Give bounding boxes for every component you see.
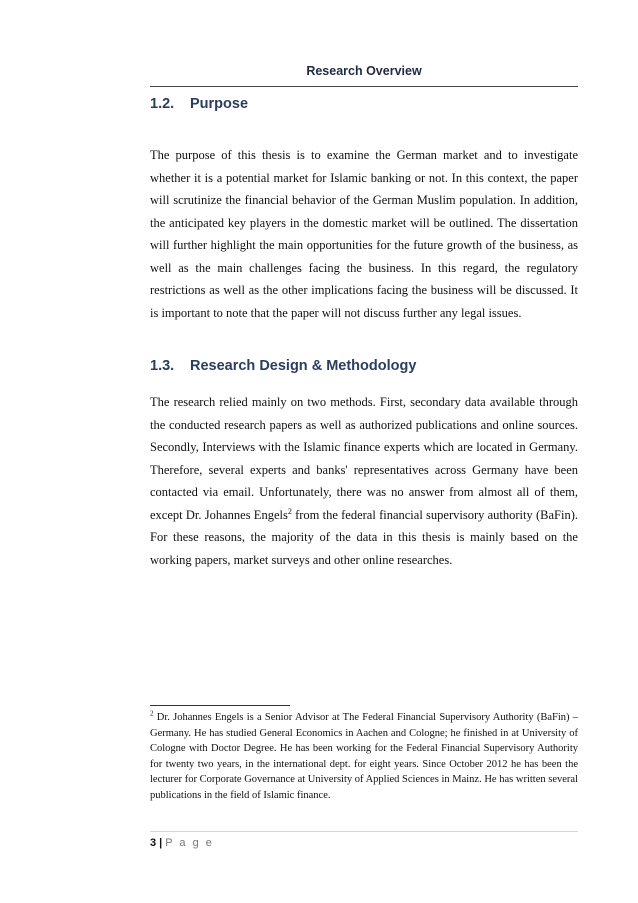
section-title: Research Design & Methodology: [190, 358, 417, 374]
footer-rule: [150, 831, 578, 832]
footnote-marker: 2: [150, 709, 154, 718]
footnote-text: Dr. Johannes Engels is a Senior Advisor at The Federal Financial Supervisory Authority (BaFin) – Germany. He has studied General Economics in Aachen and Cologne; he finished in at University of Cologne with Doctor Degree. He has been working for the Federal Financial Supervisory Authority for twenty two years, in the international dept. for eight years. Since October 2012 he has been the lecturer for Corporate Governance at University of Applied Sciences in Mainz. He has written several publications in the field of Islamic finance.: [150, 712, 578, 801]
methodology-text-part2: from the federal financial supervisory authority (BaFin). For these reasons, the majority of the data in this thesis is mainly based on the working papers, market surveys and other online researches.: [150, 507, 578, 567]
footnote-separator: [150, 705, 290, 706]
section-number: 1.3.: [150, 358, 175, 374]
page-number: 3: [150, 837, 157, 849]
section-heading-purpose: [150, 96, 248, 112]
purpose-paragraph: The purpose of this thesis is to examine the German market and to investigate whether it is a potential market for Islamic banking or not. In this context, the paper will scrutinize the financial behavior of the German Muslim population. In addition, the anticipated key players in the domestic market will be outlined. The dissertation will further highlight the main opportunities for the future growth of the business, as well as the main challenges facing the business. In this regard, the regulatory restrictions as well as the other implications facing the business will be discussed. It is important to note that the paper will not discuss further any legal issues.: [150, 148, 578, 320]
section-heading-methodology: [150, 358, 416, 374]
running-header: Research Overview: [306, 64, 422, 78]
methodology-text-part1: The research relied mainly on two methods. First, secondary data available through the conducted research papers as well as authorized publications and online sources. Secondly, Interviews with the Islamic finance experts which are located in Germany. Therefore, several experts and banks' representatives across Germany have been contacted via email. Unfortunately, there was no answer from almost all of them, except Dr. Johannes Engels: [150, 395, 578, 522]
section-title: Purpose: [190, 96, 249, 112]
header-rule: [150, 86, 578, 87]
section-number: 1.2.: [150, 96, 175, 112]
footer-separator: |: [159, 837, 163, 849]
footnote: [150, 710, 578, 804]
footnote-reference[interactable]: 2: [287, 506, 292, 516]
methodology-paragraph: [150, 391, 578, 571]
page-footer: [150, 837, 214, 849]
page-label: P a g e: [165, 837, 214, 849]
